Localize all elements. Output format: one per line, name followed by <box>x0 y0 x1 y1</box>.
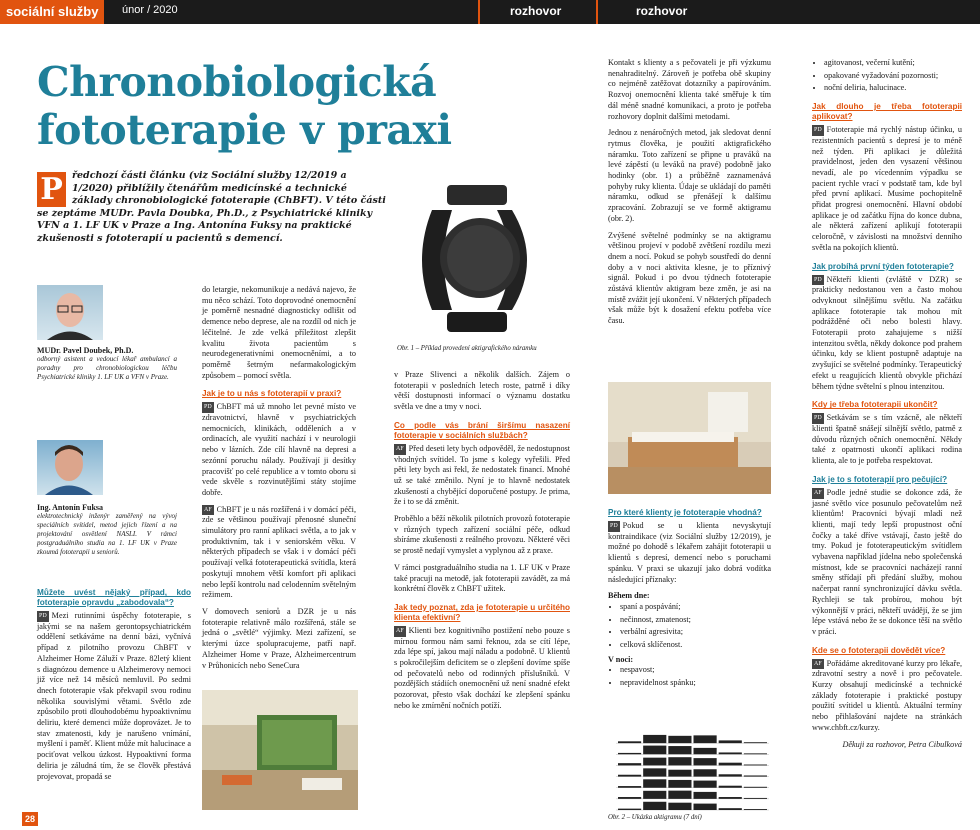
actigram-bar <box>694 735 717 743</box>
paragraph: Proběhlo a běží několik pilotních provozů fototerapie v různých typech zařízení sociální péče, odkud sbíráme zkušenosti z reálného provozu. Některé věci se prostě nedají vymyslet a vyplynou až z praxe. <box>394 514 570 556</box>
actigram-bar <box>719 774 742 776</box>
column-2 <box>202 285 356 677</box>
paragraph: V domovech seniorů a DZR je u nás fototerapie relativně málo rozšířená, stále se jedná o „světlé“ výjimky. Mezi zařízení, se kterými úzce spolupracujeme, patří např. Alzheimer Home v Praze, Alzheimercentrum v Průhonicích nebo SeneCura <box>202 606 356 670</box>
list-item: • verbální agresivita; <box>620 627 771 638</box>
list-item: • nepravidelnost spánku; <box>620 678 771 689</box>
actigram-bar <box>618 809 641 810</box>
list-item: • nespavost; <box>620 665 771 676</box>
answer-marker: PD <box>608 521 620 532</box>
actigram-bar <box>643 802 666 810</box>
answer-marker: AF <box>394 444 406 455</box>
answer-marker: AF <box>202 505 214 516</box>
question-heading: Jak tedy poznat, zda je fototerapie u určitého klienta efektivní? <box>394 602 570 622</box>
portrait-icon <box>37 285 103 340</box>
author-bio: elektrotechnický inženýr zaměřený na vývoj speciálních svítidel, metod jejich řízení a na projektování osvětlení NASLI. V rámci postgraduálního studia na 1. LF UK v Praze zkoumá fototerapii u seniorů. <box>37 512 177 556</box>
column-4 <box>608 58 771 333</box>
bedroom-photo <box>608 382 771 494</box>
actigram-bar <box>618 786 641 788</box>
list-label: V noci: <box>608 654 634 664</box>
actigram-bar <box>643 758 666 766</box>
answer-marker: PD <box>812 413 824 424</box>
actigram-bar <box>643 768 666 776</box>
actigram-bar <box>668 780 691 788</box>
actigram-bar <box>643 746 666 755</box>
actigram-bar <box>744 798 767 799</box>
question-heading: Kdy je třeba fototerapii ukončit? <box>812 400 938 410</box>
header-divider <box>478 0 480 24</box>
header-tag: rozhovor <box>510 4 562 18</box>
column-1 <box>37 580 191 788</box>
actigram-bar <box>643 791 666 799</box>
answer-text: Pokud se u klienta nevyskytují kontraindikace (viz Sociální služby 12/2019), je možné po dohodě s lékařem zahájit fototerapii u klientů s depresí, demencí nebo s poruchami spánku. V praxi se ukazují jako dobrá vodítka následující příznaky: <box>608 521 771 584</box>
list-item: • spaní a pospávání; <box>620 602 771 613</box>
answer-marker: PD <box>812 275 824 286</box>
answer-text: Podle jedné studie se dokonce zdá, že jasné světlo více posunulo pečovatelům než klientům! Pracovníci bývají mladí než klienti, mají tedy lepší propustnost oční čočky a také dříve vstávají, často ještě do tmy. Pokud je fototerapeutickým svítidlem vybavena například jídelna nebo společenská místnost, kde se pracovníci nacházejí ranní směny střídají při předání služby, mohou načerpat ranní synchronizující dávku světla. Rychleji se tak probírou, mohou být výkonnější v práci, někteří uvádějí, že se jim lépe vstává nebo že se dokonce těší na světlo v práci. <box>812 487 962 636</box>
symptom-list-day <box>608 602 771 651</box>
question-heading: Můžete uvést nějaký případ, kdo fototerapie opravdu „zabodovala“? <box>37 588 191 607</box>
author-block-2 <box>37 503 177 557</box>
actigram-bar <box>719 752 742 754</box>
paragraph: Jednou z nenáročných metod, jak sledovat denní rytmus člověka, je použití aktigrafického náramku. Toto zařízení se připne u praváků na levé zápěstí (u leváků na pravé) podobně jako hodinky (obr. 1) a průběžně zaznamenává pohyby ruky klienta. Údaje se ukládají do paměti náramku, odkud se přenášejí k dalšímu zpracování. Zobrazují se ve formě aktigramu (obr. 2). <box>608 128 771 223</box>
question-heading: Pro které klienty je fototerapie vhodná? <box>608 508 762 517</box>
answer-text: Někteří klienti (zvláště v DZR) se prakticky nedostanou ven a často mohou odvyknout silnějšímu světlu. Na začátku aplikace fototerapie tak mohou mít podrážděné oči nebo bolesti hlavy. Fototerapii proto zahajujeme s nižší intenzitou světla, někdy dokonce pod prahem účinku, kdy se klient postupně adaptuje na zvyšující se světelné podmínky. Terapeutický efekt u reagujících klientů obvykle přichází během týdne světelní s plnou intenzitou. <box>812 274 962 391</box>
actigram-bar <box>744 742 767 743</box>
question-heading: Jak je to s fototerapií pro pečující? <box>812 474 948 484</box>
lead-paragraph <box>37 170 387 245</box>
actigram-bar <box>694 769 717 776</box>
header-bar <box>0 0 980 24</box>
actigram-bar <box>694 748 717 754</box>
answer-text: ChBFT má už mnoho let pevné místo ve zdravotnictví, hlavně v psychiatrických nemocnicích, klinikách, odděleních a v ordinacích, ale využití nachází i v neurologii nebo v lázních. Zde cílí hlavně na depresi a sezónní poruchu nálady. Používají ji desítky pracovišť po celé republice a v tomto oboru si vede skvěle s rozvinutějšími státy stojíme dobře. <box>202 402 356 497</box>
actigram-bar <box>618 775 641 777</box>
actigram-bar <box>618 753 641 754</box>
paragraph: Kontakt s klienty a s pečovateli je při výzkumu nenahraditelný. Zároveň je potřeba obě skupiny co nejméně zatěžovat dotazníky a papírováním. Rozvoj onemocnění klienta také směřuje k tím dál méně snadné komunikaci, a proto je potřeba rozhovory doplnit dalšími metodami. <box>608 58 771 121</box>
author-name: MUDr. Pavel Doubek, Ph.D. <box>37 346 134 355</box>
answer-marker: AF <box>812 659 824 670</box>
list-label: Během dne: <box>608 591 650 601</box>
question-heading: Jak je to u nás s fototerapií v praxi? <box>202 389 342 399</box>
actigram-bar <box>719 786 742 788</box>
interior-photo-icon <box>202 690 358 810</box>
author-block-1 <box>37 346 177 382</box>
actigram-bar <box>719 740 742 743</box>
actigram-bar <box>719 763 742 766</box>
issue-date: únor / 2020 <box>122 4 178 16</box>
list-item: • noční deliria, halucinace. <box>824 83 962 94</box>
header-tag: rozhovor <box>636 4 688 18</box>
actigram-bar <box>618 797 641 799</box>
answer-text: Mezi rutinními úspěchy fototerapie, s jakými se na našem gerontopsychiatrickém oddělení setkáváme na denní bázi, vyčnívá případ z pilotního provozu ChBFT v Alzheimer Home Záluží v Praze. 82letý klient s diagnózou demence u Alzheimerovy nemoci již více než 14 měsíců nemluvil. Po sedmi dnech fototerapie však překvapil svou rodinu několika souvislými větami. Světlo zde způsobilo proti dlouhodobému hypoaktivnímu deliriu, které demenci může doprovázet. Je to stav zmatenosti, kdy je narušeno vnímání, myšlení i paměť. Klient může mít halucinace a pociťovat velkou úzkost. Hypoaktivní forma deliria je záludná tím, že se člověk přestává projevovat, propadá se <box>37 611 191 781</box>
actigram-bar <box>744 775 767 776</box>
answer-marker: AF <box>812 488 824 499</box>
author-photo-fuksa <box>37 440 103 495</box>
answer-text: Klienti bez kognitivního postižení nebo pouze s mírnou formou nám sami řeknou, zda se cítí lépe, zda lépe spí, jakou mají náladu a podobně. U klientů s pokročilejším deficitem se o zlepšení dovíme spíše od pečovatelů nebo od rodinných příslušníků. V pozdějších stádiích onemocnění už není snadné efekt pozorovat, přesto však dochází ke zlepšení spánku nebo ke zmírnění nočních potíží. <box>394 625 570 710</box>
author-name: Ing. Antonín Fuksa <box>37 503 104 512</box>
answer-marker: AF <box>394 626 406 637</box>
actigram-bar <box>744 765 767 766</box>
column-4b <box>608 500 771 691</box>
actigram-bar <box>668 757 691 765</box>
actigram-bar <box>668 791 691 799</box>
room-photo-green-wall <box>202 690 358 810</box>
actigram-bar <box>694 792 717 799</box>
figure-caption-2: Obr. 2 – Ukázka aktigramu (7 dní) <box>608 814 702 821</box>
article-title: Chronobiologická fototerapie v praxi <box>37 58 452 154</box>
drop-cap: P <box>37 172 66 207</box>
page-number: 28 <box>22 812 38 826</box>
actigram-bar <box>668 736 691 743</box>
list-item: • nečinnost, zmatenost; <box>620 615 771 626</box>
actigram-bar <box>694 781 717 788</box>
answer-text: Setkávám se s tím vzácně, ale někteří klienti špatně snášejí silnější světlo, patrně z důvodu různých očních onemocnění. Někdy také z opatrnosti ukončí aplikaci rodina klienta, ale to je potřeba respektovat. <box>812 413 962 466</box>
actigram-bar <box>643 779 666 787</box>
answer-marker: PD <box>202 402 214 413</box>
column-5 <box>812 58 962 750</box>
answer-marker: PD <box>37 611 49 622</box>
question-heading: Jak dlouho je třeba fototerapii aplikovat? <box>812 102 962 122</box>
actigram-bar <box>719 808 742 810</box>
author-bio: odborný asistent a vedoucí lékař ambulancí a poradny pro chronobiologickou léčbu Psychiatrické kliniky 1. LF UK a VFN v Praze. <box>37 355 177 381</box>
symptom-list-continued <box>812 58 962 94</box>
answer-marker: PD <box>812 125 824 136</box>
paragraph: do letargie, nekomunikuje a nedává najevo, že mu něco schází. Toto doprovodné onemocnění je poměrně nesnadné diagnosticky odlišit od demence nebo deprese, ale na rozdíl od nich je léčitelné. Je zde velká příležitost zlepšit kvalitu života pacientům s neurodegenerativními onemocněními, a to poměrně šetrným nefarmakologickým způsobem – pomocí světla. <box>202 285 356 380</box>
answer-text: ChBFT je u nás rozšířená i v domácí péči, zde se většinou používají přenosné sluneční simulátory pro ranní aplikaci světla, a to jak v produktivním, tak i v seniorském věku. V některých případech se však i v domácí péči používají velká fototerapeutická svítidla, která poskytují mnohem větší komfort při aplikaci nebo lepší kontrolu nad celodenním světelným režimem. <box>202 504 356 600</box>
actigram-bar <box>744 809 767 810</box>
actigram-bar <box>694 758 717 765</box>
actigram-chart <box>608 730 771 812</box>
column-3 <box>394 370 570 718</box>
actigram-bar <box>618 763 641 765</box>
answer-text: Před deseti lety bych odpověděl, že nedostupnost vhodných svítidel. To jsme s kolegy vyřešili. Před pěti lety bych asi řekl, že nedostatek financí. Mnohé už se také změnilo. Nyní je to hlavně nedostatek zkušeností a chybějící doporučené postupy. Je prima, že i to se dá změnit. <box>394 443 570 507</box>
answer-text: Pořádáme akreditované kurzy pro lékaře, zdravotní sestry a nově i pro pečovatele. Kurzy obsahují medicínské a technické základy fototerapie i praktické postupy použití svítidel u klientů. Aktuální termíny nebo přihlašování najdete na stránkách www.chbft.cz/kurzy. <box>812 658 962 732</box>
actigram-bar <box>618 741 641 743</box>
actigram-bar <box>668 746 691 754</box>
symptom-list-night <box>608 665 771 688</box>
actigram-bar <box>668 803 691 810</box>
actigram-bar <box>744 787 767 788</box>
paragraph: v Praze Slivenci a několik dalších. Zájem o fototerapii v posledních letech roste, patrně i díky větší dostupnosti informací o významu dostatku světla ve dne a tmy v noci. <box>394 370 570 412</box>
answer-text: Fototerapie má rychlý nástup účinku, u rezistentních pacientů s depresí je to méně než týden. Při aplikaci je důležitá pravidelnost, jeden den vysazení většinou nevadí, ale po vícedenním výpadku se pacient rychle vrací v podstatě tam, kde byl před první aplikací. Musíme pochopitelně přidat progresi onemocnění. Hlavní období aplikace je od začátku října do konce dubna, ale některá zařízení aplikují fototerapii celoročně, v závislosti na množství denního světla na pokojích klientů. <box>812 125 962 252</box>
actigraph-bracelet-photo <box>392 170 568 340</box>
list-item: • opakované vyžadování pozornosti; <box>824 71 962 82</box>
header-divider <box>596 0 598 24</box>
lead-text: ředchozí části článku (viz Sociální služby 12/2019 a 1/2020) přiblížily čtenářům medicínské a technické základy chronobiologické fototerapie (ChBFT). V této části se zeptáme MUDr. Pavla Doubka, Ph.D., z Psychiatrické kliniky VFN a 1. LF UK v Praze a Ing. Antonína Fuksy na praktické zkušenosti s fototerapií u pacientů s demencí. <box>37 170 386 244</box>
figure-caption-1: Obr. 1 – Příklad provedení aktigrafického náramku <box>397 345 537 352</box>
author-photo-doubek <box>37 285 103 340</box>
actigram-bar <box>643 735 666 743</box>
question-heading: Co podle vás brání širšímu nasazení fototerapie v sociálních službách? <box>394 420 570 440</box>
actigram-bar <box>694 804 717 810</box>
signature: Děkuji za rozhovor, Petra Cibulková <box>842 739 962 749</box>
actigram-bar <box>719 797 742 799</box>
portrait-icon <box>37 440 103 495</box>
actigram-bar <box>744 753 767 754</box>
bracelet-icon <box>392 170 568 340</box>
list-item: • celková sklíčenost. <box>620 640 771 651</box>
section-label: sociální služby <box>0 0 104 24</box>
question-heading: Jak probíhá první týden fototerapie? <box>812 261 954 271</box>
list-item: • agitovanost, večerní kutění; <box>824 58 962 69</box>
actigram-bar <box>668 770 691 777</box>
question-heading: Kde se o fototerapii dovědět více? <box>812 645 946 655</box>
bedroom-icon <box>608 382 771 494</box>
paragraph: Zvýšené světelné podmínky se na aktigramu většinou projeví v podobě zvětšení rozdílu mezi dnem a nocí. Pokud se pohyb soustředí do denní doby a v noci aktivita klesne, je to příznivý signál. Pokud i po dvou týdnech fototerapie zůstává klientův aktigram beze změn, je asi na místě zvážit její ukončení. V některých případech však může být k dosažení efektu potřeba více času. <box>608 230 771 326</box>
paragraph: V rámci postgraduálního studia na 1. LF UK v Praze také pracuji na metodě, jak fototerapii zavádět, za má konkrétní člověk z ChBFT užitek. <box>394 562 570 594</box>
